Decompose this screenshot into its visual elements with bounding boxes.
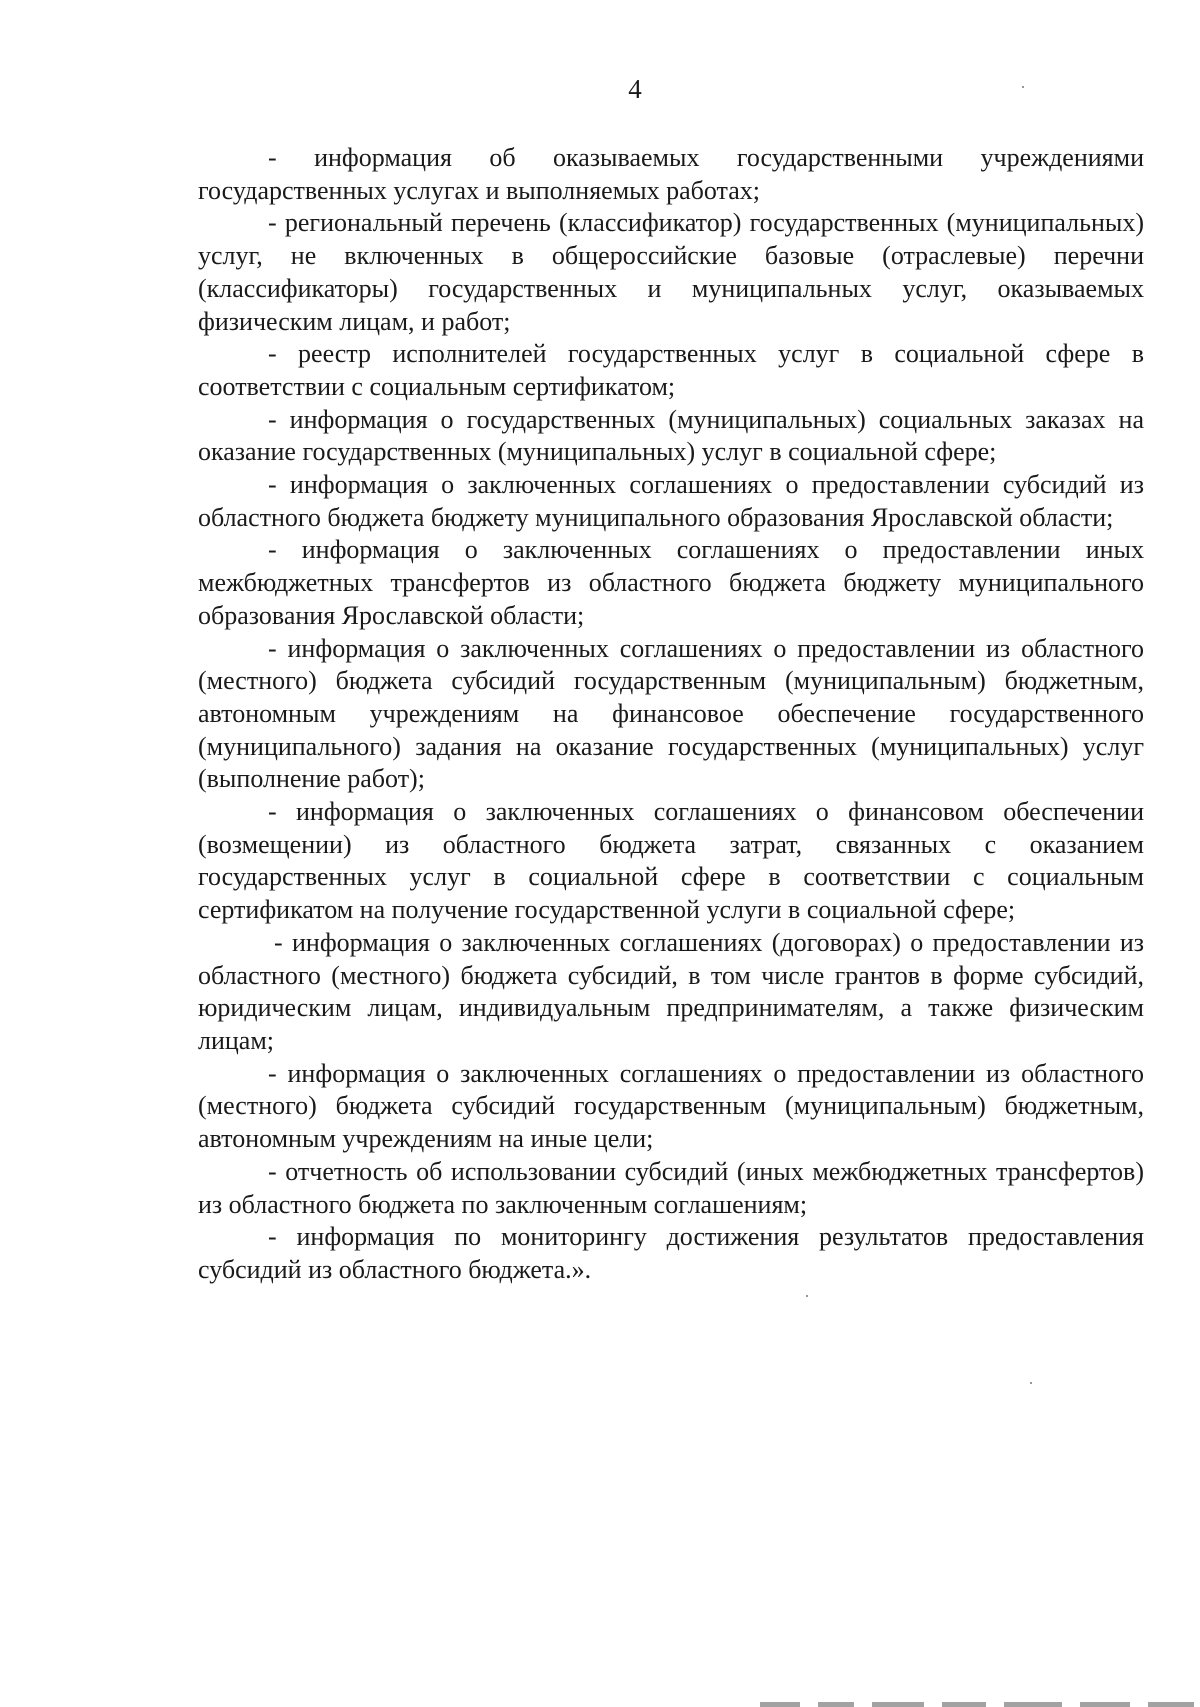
list-item: - информация о заключенных соглашениях о предоставлении иных межбюджетных трансфертов из областного бюджета бюджету муниципального образования Ярославской области;: [198, 535, 1144, 630]
scan-speck: [806, 1295, 808, 1297]
list-item: - информация по мониторингу достижения результатов предоставления субсидий из областного бюджета.».: [198, 1222, 1144, 1284]
document-body: [198, 142, 1144, 1287]
list-item: - информация о заключенных соглашениях о финансовом обеспечении (возмещении) из областного бюджета затрат, связанных с оказанием государственных услуг в социальной сфере в соответствии с социальным сертификатом на получение государственной услуги в социальной сфере;: [198, 797, 1144, 925]
list-item: - информация об оказываемых государственными учреждениями государственных услугах и выполняемых работах;: [198, 143, 1144, 205]
page-number: 4: [628, 74, 642, 104]
scan-speck: [1030, 1382, 1032, 1384]
list-item: - региональный перечень (классификатор) государственных (муниципальных) услуг, не включенных в общероссийские базовые (отраслевые) перечни (классификаторы) государственных и муниципальных услуг, оказываемых физическим лицам, и работ;: [198, 208, 1144, 336]
list-item: - отчетность об использовании субсидий (иных межбюджетных трансфертов) из областного бюджета по заключенным соглашениям;: [198, 1156, 1144, 1219]
list-item: - информация о заключенных соглашениях о предоставлении из областного (местного) бюджета субсидий государственным (муниципальным) бюджетным, автономным учреждениям на финансовое обеспечение государственного (муниципального) задания на оказание государственных (муниципальных) услуг (выполнение работ);: [198, 633, 1144, 794]
list-item: - информация о заключенных соглашениях о предоставлении из областного (местного) бюджета субсидий государственным (муниципальным) бюджетным, автономным учреждениям на иные цели;: [198, 1058, 1144, 1154]
list-item: - информация о заключенных соглашениях о предоставлении субсидий из областного бюджета бюджету муниципального образования Ярославской области;: [198, 470, 1144, 532]
list-item: - информация о государственных (муниципальных) социальных заказах на оказание государственных (муниципальных) услуг в социальной сфере;: [198, 404, 1144, 467]
scan-edge-marks: [760, 1699, 1200, 1707]
list-item: - информация о заключенных соглашениях (договорах) о предоставлении из областного (местного) бюджета субсидий, в том числе грантов в форме субсидий, юридическим лицам, индивидуальным предпринимателям, а также физическим лицам;: [198, 927, 1144, 1055]
scan-speck: [1022, 86, 1024, 88]
list-item: - реестр исполнителей государственных услуг в социальной сфере в соответствии с социальным сертификатом;: [198, 339, 1144, 401]
